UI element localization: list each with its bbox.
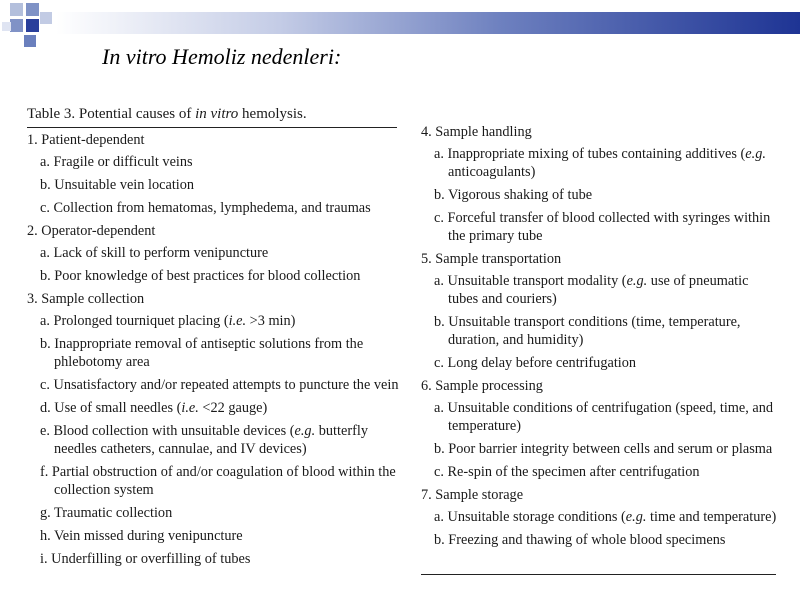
list-item bbox=[421, 506, 779, 529]
list-item: b. Vigorous shaking of tube bbox=[434, 187, 593, 203]
table-top-rule bbox=[27, 127, 397, 128]
list-item-text: use of pneumatic tubes and couriers) bbox=[448, 273, 749, 307]
list-item-italic: i.e. bbox=[228, 313, 247, 329]
list-item-text: d. Use of small needles ( bbox=[40, 400, 182, 416]
table-caption-suffix: hemolysis. bbox=[238, 106, 307, 122]
list-item: i. Underfilling or overfilling of tubes bbox=[40, 551, 251, 567]
table-caption-prefix: Table 3. Potential causes of bbox=[27, 106, 196, 122]
slide-title: In vitro Hemoliz nedenleri: bbox=[102, 44, 342, 69]
list-item-text: <22 gauge) bbox=[198, 400, 268, 416]
table-left-column bbox=[27, 129, 399, 571]
list-item: c. Collection from hematomas, lymphedema, and traumas bbox=[40, 200, 371, 216]
list-item: a. Lack of skill to perform venipuncture bbox=[40, 245, 269, 261]
section-heading: 7. Sample storage bbox=[421, 487, 524, 503]
list-item: b. Freezing and thawing of whole blood specimens bbox=[434, 532, 726, 548]
list-item bbox=[421, 270, 779, 311]
header-gradient-bar bbox=[56, 12, 800, 34]
list-item-text: e. Blood collection with unsuitable devices ( bbox=[40, 423, 295, 439]
list-item: b. Unsuitable vein location bbox=[40, 177, 195, 193]
list-item: f. Partial obstruction of and/or coagulation of blood within the collection system bbox=[40, 464, 396, 498]
section-heading: 1. Patient-dependent bbox=[27, 132, 145, 148]
header-square-decoration bbox=[2, 22, 11, 31]
table-bottom-rule bbox=[421, 574, 776, 575]
list-item: a. Unsuitable conditions of centrifugation (speed, time, and temperature) bbox=[434, 400, 774, 434]
header-square-decoration bbox=[24, 35, 36, 47]
section-heading: 5. Sample transportation bbox=[421, 251, 562, 267]
list-item: b. Poor barrier integrity between cells and serum or plasma bbox=[434, 441, 773, 457]
list-item-italic: i.e. bbox=[181, 400, 199, 416]
list-item-text: anticoagulants) bbox=[448, 164, 536, 180]
list-item bbox=[27, 420, 399, 461]
header-square-decoration bbox=[26, 19, 39, 32]
list-item-italic: e.g. bbox=[625, 509, 647, 525]
list-item: b. Unsuitable transport conditions (time, temperature, duration, and humidity) bbox=[434, 314, 741, 348]
list-item-italic: e.g. bbox=[294, 423, 316, 439]
section-heading: 2. Operator-dependent bbox=[27, 223, 156, 239]
header-square-decoration bbox=[10, 19, 23, 32]
list-item-italic: e.g. bbox=[626, 273, 648, 289]
table-caption bbox=[27, 106, 307, 123]
list-item bbox=[27, 310, 399, 333]
list-item bbox=[27, 397, 399, 420]
list-item: c. Long delay before centrifugation bbox=[434, 355, 637, 371]
header-square-decoration bbox=[26, 3, 39, 16]
list-item: h. Vein missed during venipuncture bbox=[40, 528, 243, 544]
list-item: a. Fragile or difficult veins bbox=[40, 154, 193, 170]
header-square-decoration bbox=[10, 3, 23, 16]
list-item-text: >3 min) bbox=[246, 313, 296, 329]
list-item: b. Poor knowledge of best practices for blood collection bbox=[40, 268, 361, 284]
list-item-text: a. Prolonged tourniquet placing ( bbox=[40, 313, 229, 329]
header-square-decoration bbox=[40, 12, 52, 24]
section-heading: 4. Sample handling bbox=[421, 124, 532, 140]
list-item bbox=[421, 143, 779, 184]
table-caption-italic: in vitro bbox=[195, 106, 239, 122]
list-item: c. Re-spin of the specimen after centrifugation bbox=[434, 464, 700, 480]
list-item: c. Forceful transfer of blood collected with syringes within the primary tube bbox=[434, 210, 771, 244]
list-item-text: a. Inappropriate mixing of tubes containing additives ( bbox=[434, 146, 746, 162]
list-item-text: butterfly needles catheters, cannulae, and IV devices) bbox=[54, 423, 368, 457]
table-right-column bbox=[421, 121, 779, 552]
list-item: b. Inappropriate removal of antiseptic solutions from the phlebotomy area bbox=[40, 336, 364, 370]
list-item-text: a. Unsuitable storage conditions ( bbox=[434, 509, 626, 525]
section-heading: 3. Sample collection bbox=[27, 291, 145, 307]
list-item: g. Traumatic collection bbox=[40, 505, 173, 521]
list-item-text: time and temperature) bbox=[646, 509, 777, 525]
section-heading: 6. Sample processing bbox=[421, 378, 543, 394]
list-item-italic: e.g. bbox=[745, 146, 766, 162]
list-item: c. Unsatisfactory and/or repeated attempts to puncture the vein bbox=[40, 377, 399, 393]
list-item-text: a. Unsuitable transport modality ( bbox=[434, 273, 627, 289]
